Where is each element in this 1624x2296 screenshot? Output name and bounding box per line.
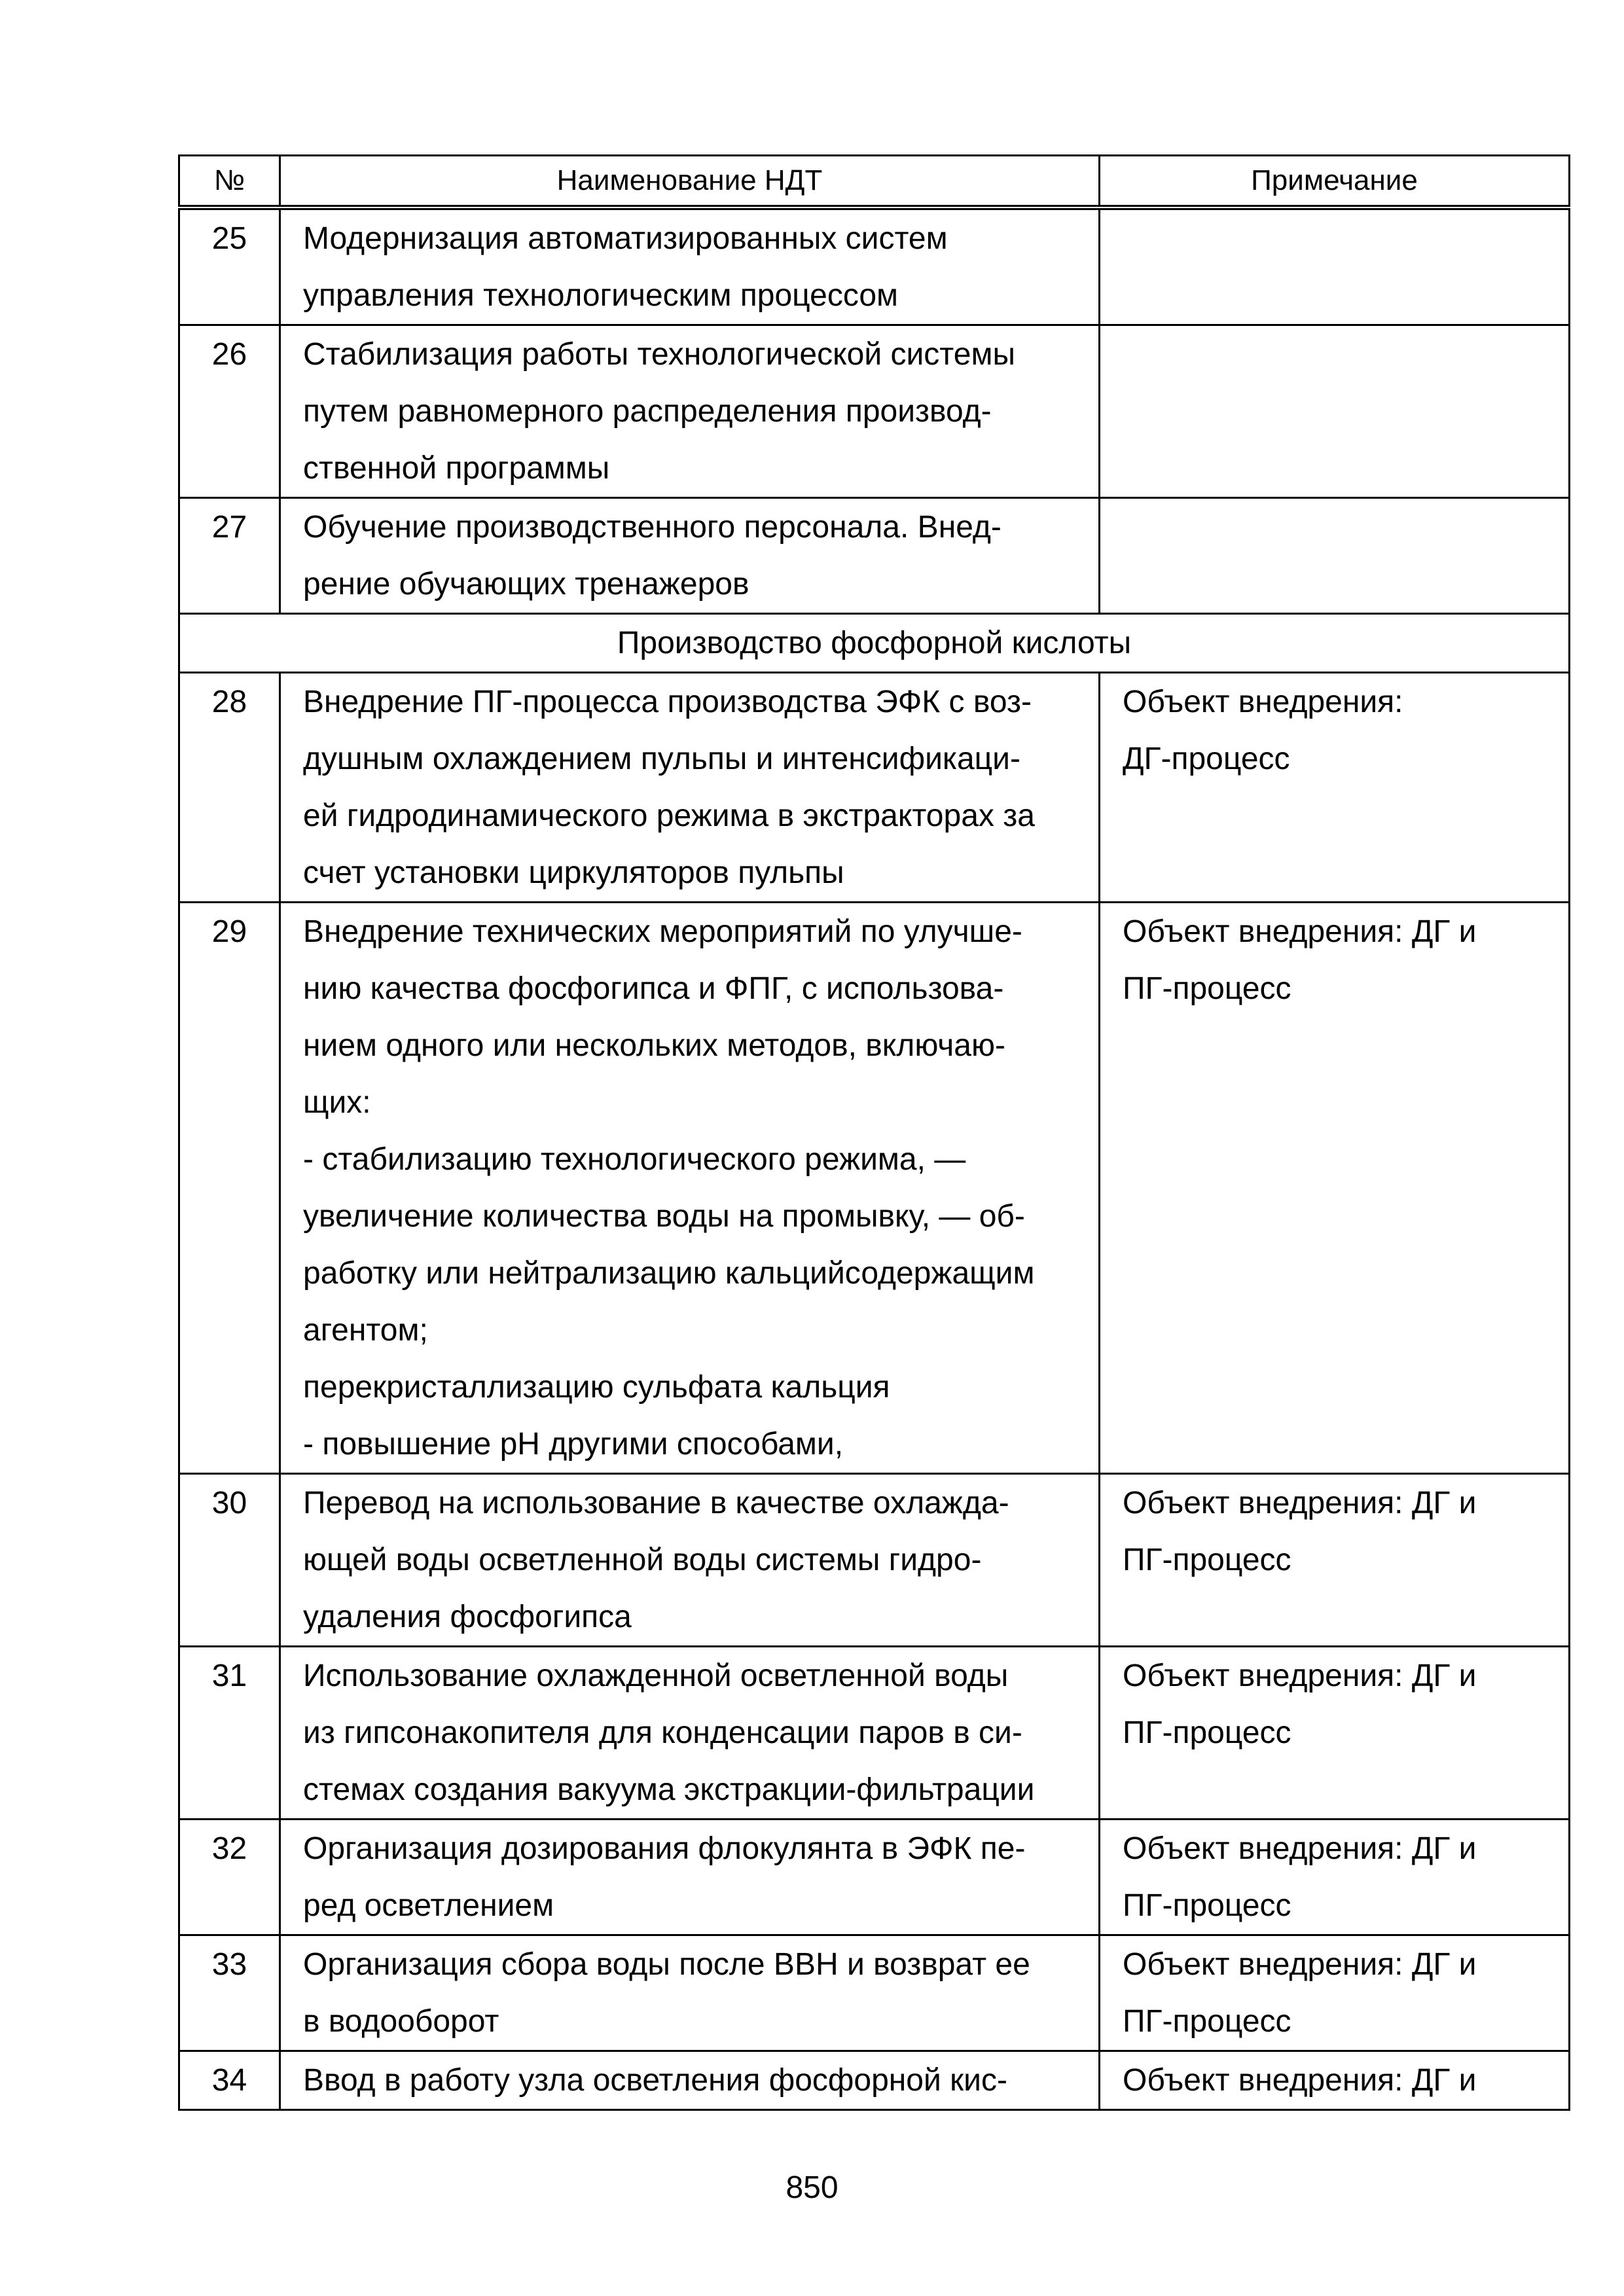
note-line: Объект внедрения: ДГ и <box>1123 1947 1477 1982</box>
ndt-name-line: Стабилизация работы технологической системы <box>303 337 1015 372</box>
ndt-name-line: удаления фосфогипса <box>303 1600 632 1634</box>
ndt-name-cell <box>280 498 1100 614</box>
row-number: 27 <box>179 498 280 614</box>
page-number: 850 <box>785 2170 839 2205</box>
ndt-table <box>178 154 1570 2111</box>
note-cell <box>1100 1474 1570 1647</box>
note-line: ПГ-процесс <box>1123 2004 1291 2039</box>
ndt-name-line: из гипсонакопителя для конденсации паров в си- <box>303 1715 1022 1750</box>
row-number: 25 <box>179 207 280 325</box>
ndt-name-cell <box>280 207 1100 325</box>
ndt-name-line: Обучение производственного персонала. Внед- <box>303 510 1001 545</box>
ndt-name-line: Организация дозирования флокулянта в ЭФК пе- <box>303 1831 1026 1866</box>
table-header <box>179 156 1570 208</box>
ndt-name-line: увеличение количества воды на промывку, — об- <box>303 1199 1025 1234</box>
table-row <box>179 673 1570 903</box>
note-line: ПГ-процесс <box>1123 1888 1291 1923</box>
note-line: Объект внедрения: ДГ и <box>1123 1486 1477 1520</box>
note-cell <box>1100 1647 1570 1820</box>
table-row <box>179 1935 1570 2051</box>
note-cell <box>1100 1935 1570 2051</box>
ndt-name-line: душным охлаждением пульпы и интенсификаци- <box>303 742 1020 776</box>
ndt-name-line: ющей воды осветленной воды системы гидро- <box>303 1543 982 1577</box>
ndt-name-cell <box>280 2051 1100 2110</box>
note-cell <box>1100 498 1570 614</box>
note-line: ПГ-процесс <box>1123 1543 1291 1577</box>
ndt-name-line: Внедрение технических мероприятий по улучше- <box>303 914 1022 949</box>
ndt-name-cell <box>280 903 1100 1474</box>
ndt-name-line: управления технологическим процессом <box>303 278 899 313</box>
ndt-name-line: Организация сбора воды после ВВН и возврат ее <box>303 1947 1030 1982</box>
table-body <box>179 207 1570 2110</box>
row-number: 32 <box>179 1820 280 1935</box>
note-cell <box>1100 903 1570 1474</box>
header-row <box>179 156 1570 208</box>
ndt-name-line: Внедрение ПГ-процесса производства ЭФК с воз- <box>303 685 1032 719</box>
ndt-name-line: ственной программы <box>303 451 610 486</box>
ndt-name-line: нию качества фосфогипса и ФПГ, с использова- <box>303 971 1004 1006</box>
header-name: Наименование НДТ <box>280 156 1100 208</box>
ndt-name-cell <box>280 325 1100 498</box>
note-cell <box>1100 207 1570 325</box>
note-cell <box>1100 673 1570 903</box>
note-line: ПГ-процесс <box>1123 1715 1291 1750</box>
ndt-name-cell <box>280 1935 1100 2051</box>
note-line: ДГ-процесс <box>1123 742 1290 776</box>
ndt-name-line: в водооборот <box>303 2004 499 2039</box>
section-row <box>179 614 1570 673</box>
note-cell <box>1100 1820 1570 1935</box>
row-number: 29 <box>179 903 280 1474</box>
row-number: 33 <box>179 1935 280 2051</box>
note-line: Объект внедрения: ДГ и <box>1123 2063 1477 2098</box>
ndt-name-line: щих: <box>303 1085 371 1120</box>
ndt-name-cell <box>280 1820 1100 1935</box>
row-number: 31 <box>179 1647 280 1820</box>
ndt-name-line: рение обучающих тренажеров <box>303 567 749 601</box>
ndt-name-cell <box>280 1647 1100 1820</box>
table-row <box>179 498 1570 614</box>
row-number: 26 <box>179 325 280 498</box>
table-row <box>179 1647 1570 1820</box>
header-num: № <box>179 156 280 208</box>
ndt-name-cell <box>280 1474 1100 1647</box>
section-heading: Производство фосфорной кислоты <box>179 614 1570 673</box>
ndt-name-line: счет установки циркуляторов пульпы <box>303 855 844 890</box>
table-row <box>179 1474 1570 1647</box>
row-number: 34 <box>179 2051 280 2110</box>
ndt-name-line: - стабилизацию технологического режима, — <box>303 1142 966 1177</box>
table-row <box>179 207 1570 325</box>
ndt-name-line: Перевод на использование в качестве охлажда- <box>303 1486 1009 1520</box>
header-note: Примечание <box>1100 156 1570 208</box>
ndt-name-line: Использование охлажденной осветленной воды <box>303 1659 1009 1693</box>
table-row <box>179 1820 1570 1935</box>
note-cell <box>1100 2051 1570 2110</box>
note-line: Объект внедрения: ДГ и <box>1123 1831 1477 1866</box>
ndt-name-line: - повышение pH другими способами, <box>303 1427 844 1462</box>
note-line: ПГ-процесс <box>1123 971 1291 1006</box>
ndt-name-line: агентом; <box>303 1313 428 1348</box>
ndt-name-line: работку или нейтрализацию кальцийсодержащим <box>303 1256 1035 1291</box>
ndt-name-cell <box>280 673 1100 903</box>
table-row <box>179 2051 1570 2110</box>
ndt-name-line: нием одного или нескольких методов, включаю- <box>303 1028 1005 1063</box>
ndt-name-line: перекристаллизацию сульфата кальция <box>303 1370 890 1405</box>
row-number: 28 <box>179 673 280 903</box>
note-line: Объект внедрения: ДГ и <box>1123 1659 1477 1693</box>
ndt-name-line: путем равномерного распределения производ- <box>303 394 992 429</box>
ndt-name-line: ред осветлением <box>303 1888 554 1923</box>
ndt-name-line: стемах создания вакуума экстракции-фильтрации <box>303 1772 1035 1807</box>
table-row <box>179 903 1570 1474</box>
row-number: 30 <box>179 1474 280 1647</box>
ndt-name-line: Ввод в работу узла осветления фосфорной кис- <box>303 2063 1007 2098</box>
ndt-name-line: Модернизация автоматизированных систем <box>303 221 948 256</box>
ndt-name-line: ей гидродинамического режима в экстракторах за <box>303 798 1035 833</box>
note-line: Объект внедрения: <box>1123 685 1403 719</box>
note-cell <box>1100 325 1570 498</box>
table-row <box>179 325 1570 498</box>
note-line: Объект внедрения: ДГ и <box>1123 914 1477 949</box>
